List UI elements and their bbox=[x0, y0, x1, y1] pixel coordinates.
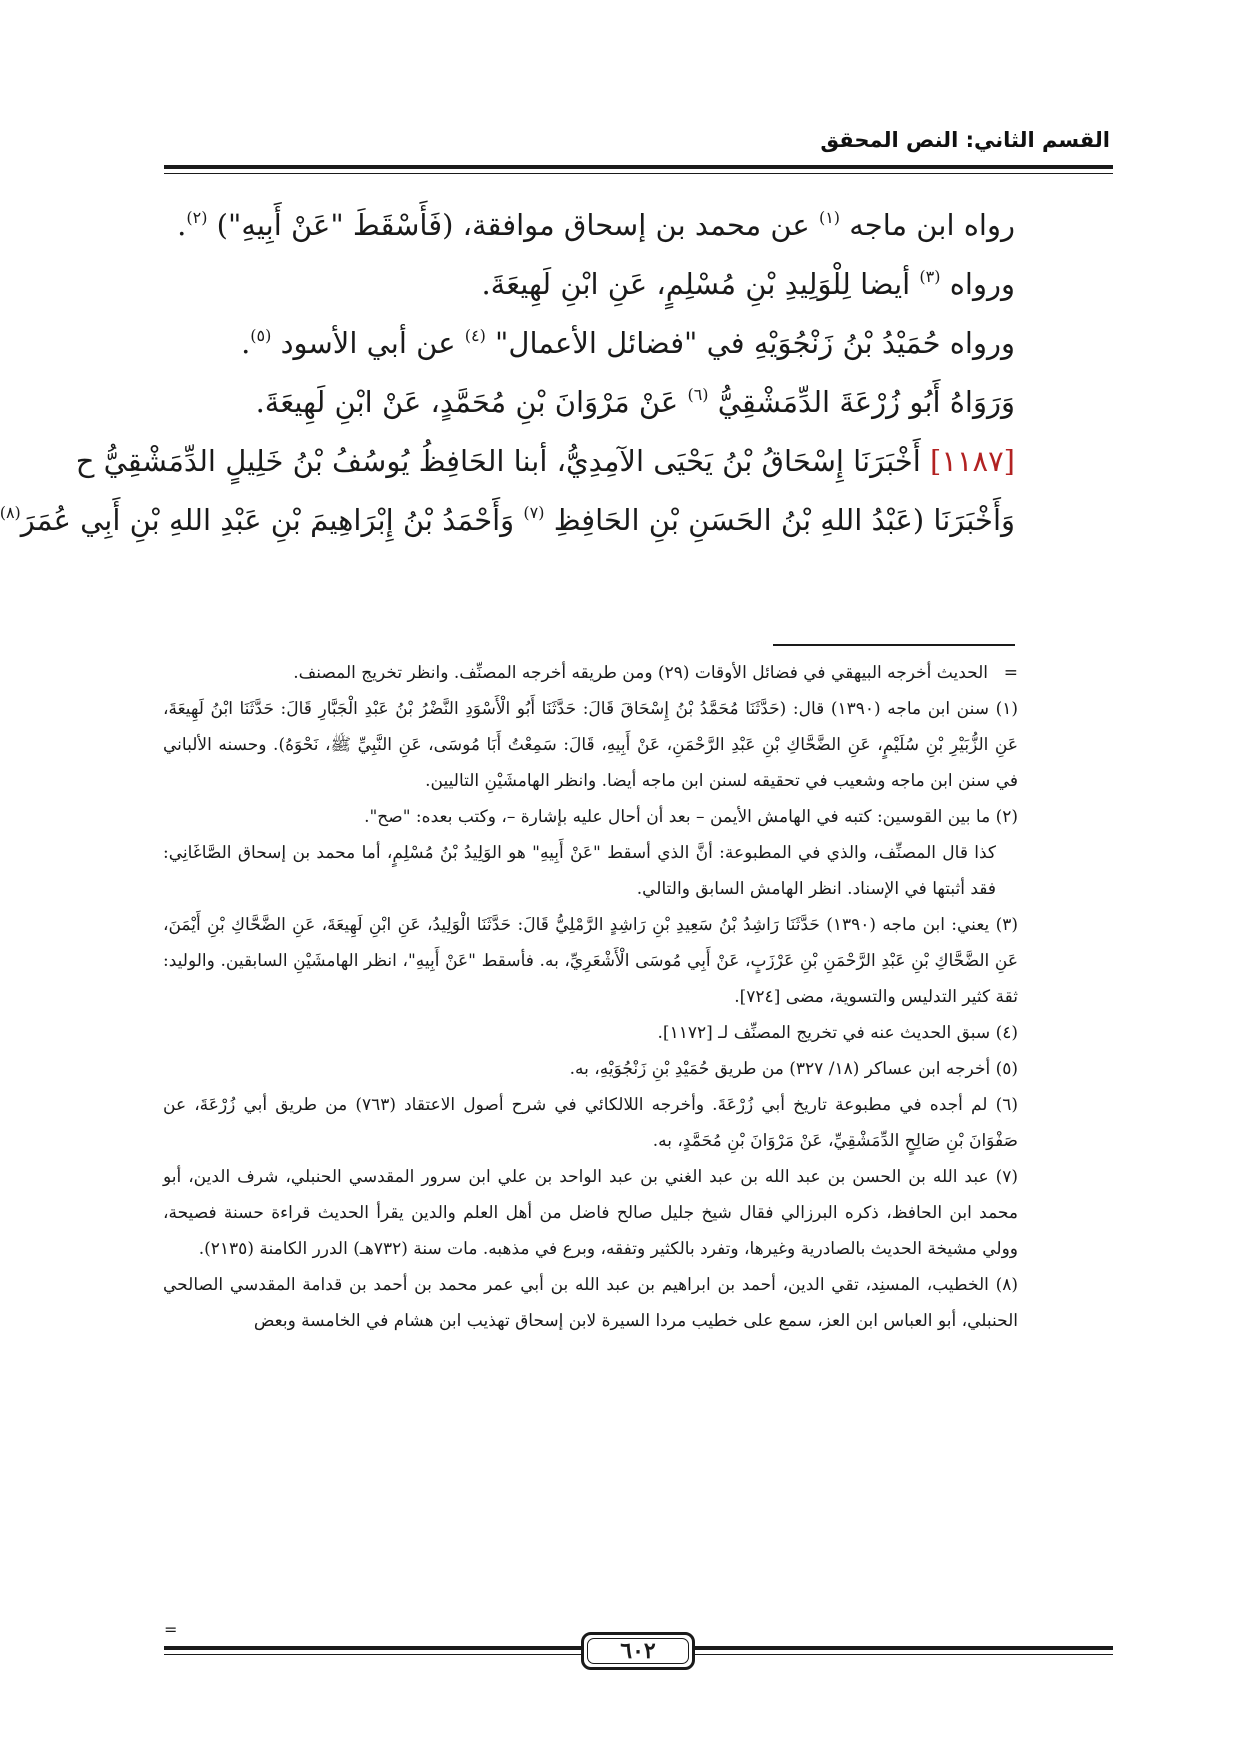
footnote-7: (٧) عبد الله بن الحسن بن عبد الله بن عبد الغني بن عبد الواحد بن علي ابن سرور المقدسي الحنبلي، شرف الدين، أبو محمد ابن الحافظ، ذكره البرزالي فقال شيخ جليل صالح فاضل من أهل العلم والدين يقرأ الحديث قراءة حسنة فصيحة، وولي مشيخة الحديث بالصادرية وغيرها، وتفرد بالكثير وتفقه، وبرع في مذهبه. مات سنة (٧٣٢هـ) الدرر الكامنة (٢١٣٥). bbox=[163, 1167, 1019, 1259]
main-line-6-b: وَأَحْمَدُ بْنُ إِبْرَاهِيمَ بْنِ عَبْدِ اللهِ بْنِ أَبِي عُمَرَ bbox=[20, 503, 524, 537]
main-line-4-a: وَرَوَاهُ أَبُو زُرْعَةَ الدِّمَشْقِيُّ bbox=[708, 385, 1015, 419]
page-number: ٦٠٢ bbox=[581, 1632, 695, 1670]
running-header: القسم الثاني: النص المحقق bbox=[820, 128, 1110, 152]
footnote-ref-6: (٦) bbox=[687, 385, 709, 404]
main-line-4 bbox=[163, 373, 1015, 432]
main-line-2-b: أيضا لِلْوَلِيدِ بْنِ مُسْلِمٍ، عَنِ ابْنِ لَهِيعَةَ. bbox=[481, 267, 920, 301]
main-line-2 bbox=[163, 255, 1015, 314]
footnote-4: (٤) سبق الحديث عنه في تخريج المصنِّف لـ [١١٧٢]. bbox=[657, 1023, 1018, 1043]
footnote-3: (٣) يعني: ابن ماجه (١٣٩٠) حَدَّثَنَا رَاشِدُ بْنُ سَعِيدِ بْنِ رَاشِدٍ الرَّمْلِيُّ قَالَ: حَدَّثَنَا الْوَلِيدُ، عَنِ ابْنِ لَهِيعَةَ، عَنِ الضَّحَّاكِ بْنِ أَيْمَنَ، عَنِ الضَّحَّاكِ بْنِ عَبْدِ الرَّحْمَنِ بْنِ عَرْزَبٍ، عَنْ أَبِي مُوسَى الْأَشْعَرِيِّ، به. فأسقط "عَنْ أَبِيهِ"، انظر الهامشَيْنِ السابقين. والوليد: ثقة كثير التدليس والتسوية، مضى [٧٢٤]. bbox=[163, 915, 1018, 1007]
main-line-1-b: عن محمد بن إسحاق موافقة، (فَأَسْقَطَ "عَنْ أَبِيهِ") bbox=[207, 208, 819, 242]
main-line-3-c: . bbox=[241, 326, 251, 360]
main-line-5 bbox=[75, 432, 1015, 491]
footnotes bbox=[163, 655, 1018, 1339]
main-line-6 bbox=[0, 491, 1015, 550]
footnote-2-continuation: كذا قال المصنِّف، والذي في المطبوعة: أنَّ الذي أسقط "عَنْ أَبِيهِ" هو الوَلِيدُ بْنُ مُسْلِمٍ، أما محمد بن إسحاق الصَّاغَانِي: فقد أثبتها في الإسناد. انظر الهامش السابق والتالي. bbox=[163, 843, 996, 899]
main-line-3 bbox=[163, 314, 1015, 373]
header-rule-thin bbox=[164, 173, 1113, 174]
footnote-bottom-mark: = bbox=[164, 1620, 178, 1639]
footnote-ref-2: (٢) bbox=[186, 208, 208, 227]
main-text bbox=[0, 196, 1015, 550]
main-line-1-a: رواه ابن ماجه bbox=[840, 208, 1015, 242]
footnote-ref-3: (٣) bbox=[919, 267, 941, 286]
footnote-ref-8: (٨) bbox=[0, 503, 21, 522]
main-line-5-text: أَخْبَرَنَا إِسْحَاقُ بْنُ يَحْيَى الآمِدِيُّ، أبنا الحَافِظُ يُوسُفُ بْنُ خَلِيلٍ الدِّمَشْقِيُّ ح bbox=[75, 444, 931, 478]
main-line-6-a: وَأَخْبَرَنَا (عَبْدُ اللهِ بْنُ الحَسَنِ بْنِ الحَافِظِ bbox=[544, 503, 1015, 537]
footnote-ref-7: (٧) bbox=[523, 503, 545, 522]
footnote-8: (٨) الخطيب، المسنِد، تقي الدين، أحمد بن ابراهيم بن عبد الله بن أبي عمر محمد بن أحمد بن قدامة المقدسي الصالحي الحنبلي، أبو العباس ابن العز، سمع على خطيب مردا السيرة لابن إسحاق تهذيب ابن هشام في الخامسة وبعض bbox=[163, 1275, 1018, 1331]
footnote-ref-1: (١) bbox=[818, 208, 841, 227]
footnote-ref-4: (٤) bbox=[464, 326, 486, 345]
footnote-1: (١) سنن ابن ماجه (١٣٩٠) قال: (حَدَّثَنَا مُحَمَّدُ بْنُ إِسْحَاقَ قَالَ: حَدَّثَنَا أَبُو الْأَسْوَدِ النَّضْرُ بْنُ عَبْدِ الْجَبَّارِ قَالَ: حَدَّثَنَا ابْنُ لَهِيعَةَ، عَنِ الزُّبَيْرِ بْنِ سُلَيْمٍ، عَنِ الضَّحَّاكِ بْنِ عَبْدِ الرَّحْمَنِ، عَنْ أَبِيهِ، قَالَ: سَمِعْتُ أَبَا مُوسَى، عَنِ النَّبِيِّ ﷺ، نَحْوَهُ). وحسنه الألباني في سنن ابن ماجه وشعيب في تحقيقه لسنن ابن ماجه أيضا. وانظر الهامشَيْنِ التاليين. bbox=[163, 699, 1018, 791]
footnote-continuation bbox=[163, 655, 1018, 691]
main-line-1 bbox=[163, 196, 1015, 255]
header-rule-thick bbox=[164, 165, 1113, 169]
main-line-3-b: عن أبي الأسود bbox=[271, 326, 465, 360]
main-line-1-c: . bbox=[177, 208, 187, 242]
main-line-3-a: ورواه حُمَيْدُ بْنُ زَنْجُوَيْهِ في "فضائل الأعمال" bbox=[485, 326, 1015, 360]
footnote-ref-5: (٥) bbox=[250, 326, 272, 345]
main-line-4-b: عَنْ مَرْوَانَ بْنِ مُحَمَّدٍ، عَنْ ابْنِ لَهِيعَةَ. bbox=[255, 385, 688, 419]
footnote-5: (٥) أخرجه ابن عساكر (١٨/ ٣٢٧) من طريق حُمَيْدِ بْنِ زَنْجُوَيْهِ، به. bbox=[569, 1059, 1018, 1079]
hadith-number: [١١٨٧] bbox=[930, 444, 1015, 478]
footnote-separator bbox=[773, 644, 1015, 646]
footnote-2: (٢) ما بين القوسين: كتبه في الهامش الأيمن – بعد أن أحال عليه بإشارة –، وكتب بعده: "صح". bbox=[364, 807, 1018, 827]
footnote-6: (٦) لم أجده في مطبوعة تاريخ أبي زُرْعَةَ. وأخرجه اللالكائي في شرح أصول الاعتقاد (٧٦٣) من طريق أبي زُرْعَةَ، عن صَفْوَانَ بْنِ صَالِحٍ الدِّمَشْقِيِّ، عَنْ مَرْوَانَ بْنِ مُحَمَّدٍ، به. bbox=[163, 1095, 1018, 1151]
continuation-mark: = bbox=[1003, 663, 1018, 683]
main-line-2-a: ورواه bbox=[940, 267, 1015, 301]
footnote-continuation-text: الحديث أخرجه البيهقي في فضائل الأوقات (٢٩) ومن طريقه أخرجه المصنِّف. وانظر تخريج المصنف. bbox=[293, 663, 988, 683]
